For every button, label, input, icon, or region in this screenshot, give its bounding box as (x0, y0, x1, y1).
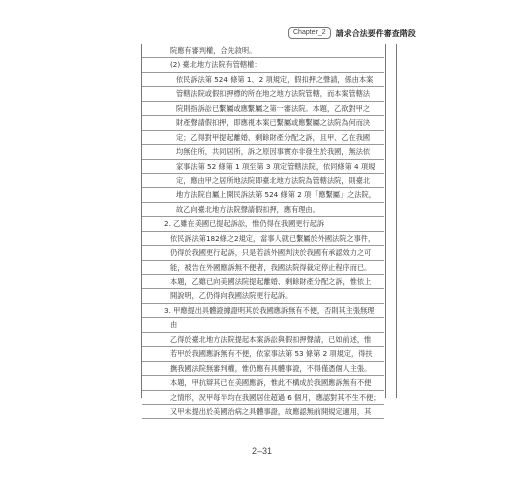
text-line: 由 (142, 318, 384, 332)
text-line: 定，應由甲之居所地法院即臺北地方法院為管轄法院，則臺北 (142, 174, 384, 188)
text-line: 家事法第 52 條第 1 項至第 3 項定管轄法院，依同條第 4 項規 (142, 160, 384, 174)
page-number: 2–31 (252, 446, 273, 456)
table-column-divider (385, 44, 386, 398)
chapter-label: Chapter_2 (288, 27, 331, 39)
text-line: 本題，乙雖已向美國法院提起離婚、剩餘財產分配之訴，惟依上 (142, 275, 384, 289)
text-line: 乙得於臺北地方法院提起本案訴訟與假扣押聲請，已如前述，惟 (142, 333, 384, 347)
text-line: 定；乙得對甲提起離婚、剩餘財產分配之訴，且甲、乙在我國 (142, 131, 384, 145)
answer-table (141, 44, 397, 416)
text-line: 故乙向臺北地方法院聲請假扣押，應有理由。 (142, 203, 384, 217)
text-line: 3. 甲應提出具體證據證明其於我國應訴無有不便，否則其主張無理 (142, 304, 384, 318)
text-line: 能，被告在外國應訴無不便者，我國法院得裁定停止程序而已。 (142, 261, 384, 275)
text-line: (2) 臺北地方法院有管轄權： (142, 58, 384, 72)
chapter-title: 請求合法要件審查階段 (335, 28, 416, 38)
text-line: 院則指訴訟已繫屬或應繫屬之第一審法院。本題，乙欲對甲之 (142, 102, 384, 116)
text-line: 撫我國法院無審判權，惟仍應有具體事證，不得僅憑個人主張。 (142, 362, 384, 376)
text-line: 之情形，況甲每半均在我國居住超過 6 個月，應認對其不生不便； (142, 391, 384, 405)
page-header (288, 26, 428, 40)
text-line: 依民訴法第 524 條第 1、2 項規定，假扣押之聲請，係由本案 (142, 73, 384, 87)
text-line: 地方法院自屬上開民訴法第 524 條第 2 項「應繫屬」之法院， (142, 188, 384, 202)
text-line: 管轄法院或假扣押標的所在地之地方法院管轄，而本案管轄法 (142, 87, 384, 101)
text-line: 若甲於我國應訴無有不便，依家事法第 53 條第 2 項規定，得扶 (142, 347, 384, 361)
text-line: 均無住所，共同居所，訴之原因事實亦非發生於我國，無法依 (142, 145, 384, 159)
text-line: 開說明，乙仍得向我國法院更行起訴。 (142, 289, 384, 303)
text-line: 院應有審判權，合先敘明。 (142, 44, 384, 58)
text-line: 2. 乙雖在美國已提起訴訟，惟仍得在我國更行起訴 (142, 217, 384, 231)
text-line: 仍得於我國更行起訴，只是若該外國判決於我國有承認效力之可 (142, 246, 384, 260)
text-line: 本題，甲抗辯其已在美國應訴，惟此不構成於我國應訴無有不便 (142, 376, 384, 390)
text-line: 又甲未提出於美國治病之具體事證，故應認無前開規定適用，其 (142, 405, 384, 419)
answer-rows (142, 44, 384, 419)
text-line: 依民訴法第182條之2規定，當事人就已繫屬於外國法院之事件， (142, 232, 384, 246)
text-line: 財產聲請假扣押，即應視本案已繫屬或應繫屬之法院為何而決 (142, 116, 384, 130)
